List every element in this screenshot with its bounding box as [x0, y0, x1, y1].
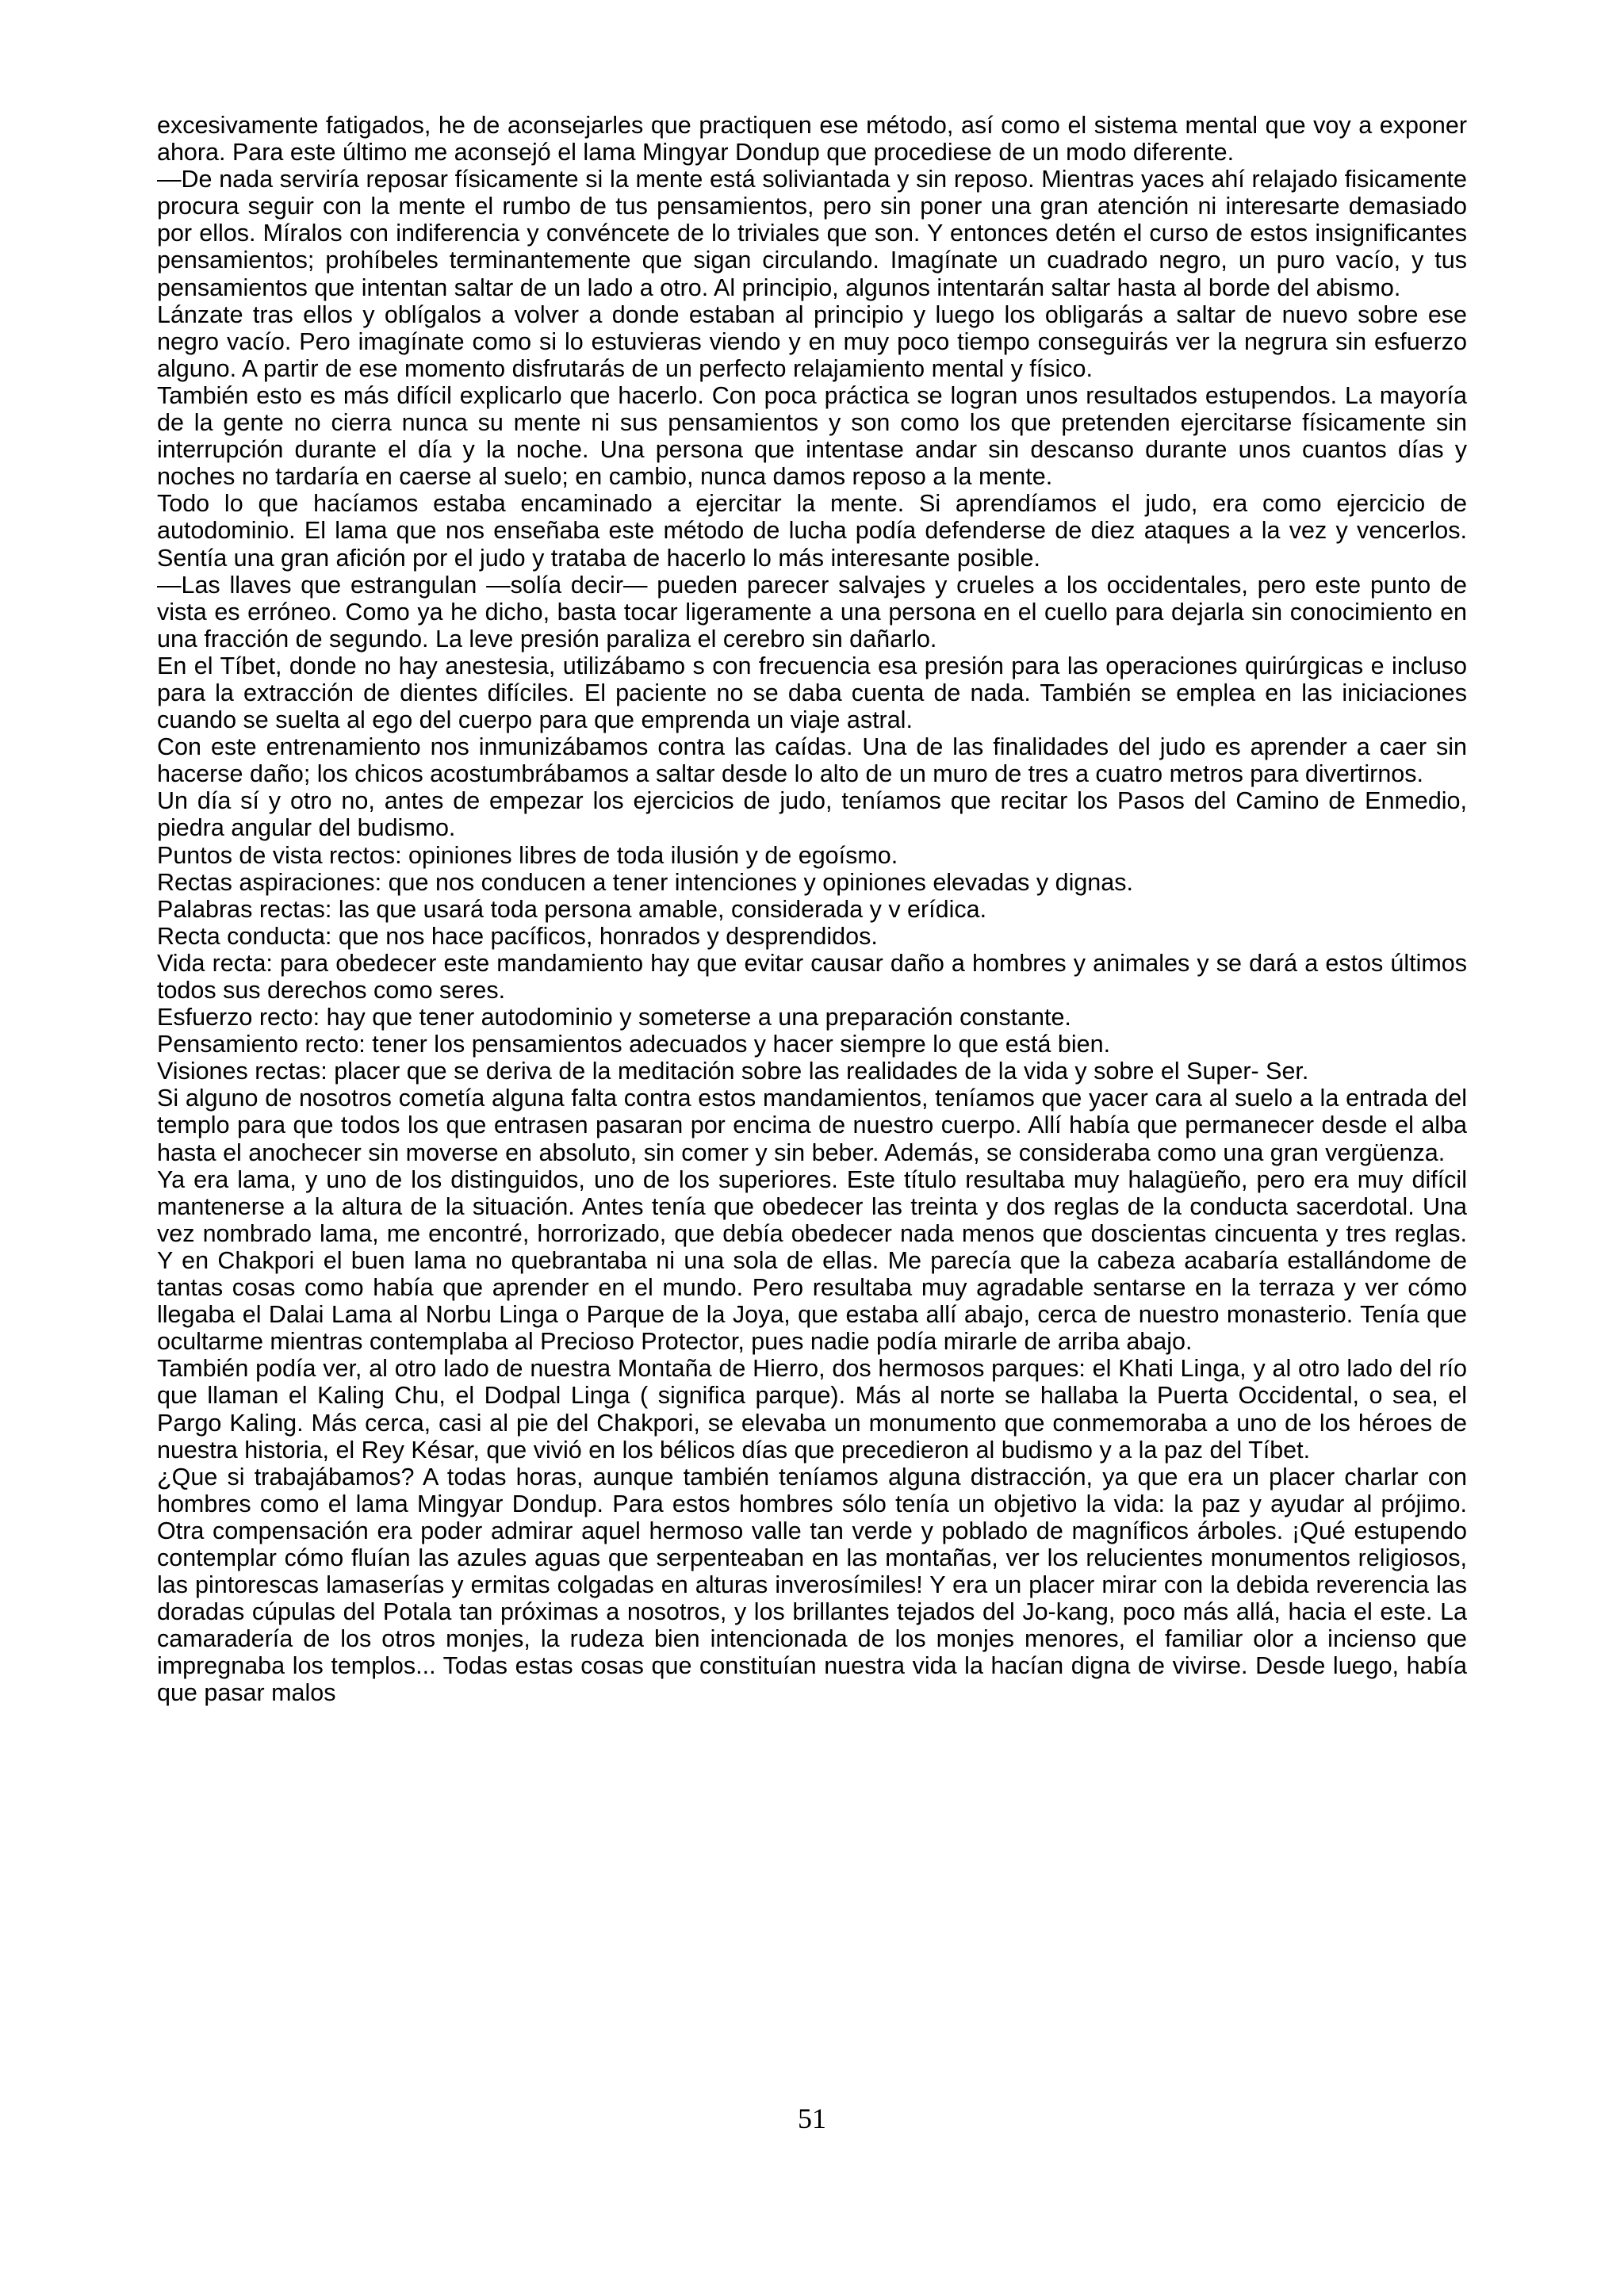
list-item: Rectas aspiraciones: que nos conducen a tener intenciones y opiniones elevadas y dignas. — [157, 868, 1133, 896]
paragraph: Lánzate tras ellos y oblígalos a volver a donde estaban al principio y luego los obligarás a saltar de nuevo sobre ese negro vacío. Pero imagínate como si lo estuvieras viendo y en muy poco tiempo conseguirás ver la negrura sin esfuerzo alguno. A partir de ese momento disfrutarás de un perfecto relajamiento mental y físico. — [157, 300, 1467, 382]
list-item: Recta conducta: que nos hace pacíficos, honrados y desprendidos. — [157, 922, 878, 950]
paragraph: Todo lo que hacíamos estaba encaminado a ejercitar la mente. Si aprendíamos el judo, era como ejercicio de autodominio. El lama que nos enseñaba este método de lucha podía defenderse de diez ataques a la vez y vencerlos. Sentía una gran afición por el judo y trataba de hacerlo lo más interesante posible. — [157, 490, 1467, 572]
body-text — [157, 112, 1467, 1707]
list-item: Esfuerzo recto: hay que tener autodominio y someterse a una preparación constante. — [157, 1004, 1071, 1031]
list-item: Vida recta: para obedecer este mandamiento hay que evitar causar daño a hombres y animales y se dará a estos últimos todos sus derechos como seres. — [157, 949, 1467, 1004]
paragraph: —De nada serviría reposar físicamente si la mente está soliviantada y sin reposo. Mientras yaces ahí relajado fisicamente procura seguir con la mente el rumbo de tus pensamientos, pero sin poner una gran atención ni interesarte demasiado por ellos. Míralos con indiferencia y convéncete de lo triviales que son. Y entonces detén el curso de estos insignificantes pensamientos; prohíbeles terminantemente que sigan circulando. Imagínate un cuadrado negro, un puro vacío, y tus pensamientos que intentan saltar de un lado a otro. Al principio, algunos intentarán saltar hasta al borde del abismo. — [157, 166, 1467, 301]
paragraph: excesivamente fatigados, he de aconsejarles que practiquen ese método, así como el sistema mental que voy a exponer ahora. Para este último me aconsejó el lama Mingyar Dondup que procediese de un modo diferente. — [157, 112, 1467, 166]
paragraph: También podía ver, al otro lado de nuestra Montaña de Hierro, dos hermosos parques: el Khati Linga, y al otro lado del río que llaman el Kaling Chu, el Dodpal Linga ( significa parque). Más al norte se hallaba la Puerta Occidental, o sea, el Pargo Kaling. Más cerca, casi al pie del Chakpori, se elevaba un monumento que conmemoraba a uno de los héroes de nuestra historia, el Rey Késar, que vivió en los bélicos días que precedieron al budismo y a la paz del Tíbet. — [157, 1355, 1467, 1464]
list-item: Puntos de vista rectos: opiniones libres de toda ilusión y de egoísmo. — [157, 841, 898, 869]
paragraph: Ya era lama, y uno de los distinguidos, uno de los superiores. Este título resultaba muy halagüeño, pero era muy difícil mantenerse a la altura de la situación. Antes tenía que obedecer las treinta y dos reglas de la conducta sacerdotal. Una vez nombrado lama, me encontré, horrorizado, que debía obedecer nada menos que doscientas cincuenta y tres reglas. Y en Chakpori el buen lama no quebrantaba ni una sola de ellas. Me parecía que la cabeza acabaría estallándome de tantas cosas como había que aprender en el mundo. Pero resultaba muy agradable sentarse en la terraza y ver cómo llegaba el Dalai Lama al Norbu Linga o Parque de la Joya, que estaba allí abajo, cerca de nuestro monasterio. Tenía que ocultarme mientras contemplaba al Precioso Protector, pues nadie podía mirarle de arriba abajo. — [157, 1165, 1467, 1356]
list-item: Pensamiento recto: tener los pensamientos adecuados y hacer siempre lo que está bien. — [157, 1031, 1111, 1058]
paragraph: Si alguno de nosotros cometía alguna falta contra estos mandamientos, teníamos que yacer cara al suelo a la entrada del templo para que todos los que entrasen pasaran por encima de nuestro cuerpo. Allí había que permanecer desde el alba hasta el anochecer sin moverse en absoluto, sin comer y sin beber. Además, se consideraba como una gran vergüenza. — [157, 1085, 1467, 1166]
list-item: Palabras rectas: las que usará toda persona amable, considerada y v erídica. — [157, 895, 987, 923]
paragraph: En el Tíbet, donde no hay anestesia, utilizábamo s con frecuencia esa presión para las operaciones quirúrgicas e incluso para la extracción de dientes difíciles. El paciente no se daba cuenta de nada. También se emplea en las iniciaciones cuando se suelta al ego del cuerpo para que emprenda un viaje astral. — [157, 652, 1467, 734]
list-item: Visiones rectas: placer que se deriva de la meditación sobre las realidades de la vida y sobre el Super- Ser. — [157, 1058, 1309, 1085]
paragraph: También esto es más difícil explicarlo que hacerlo. Con poca práctica se logran unos resultados estupendos. La mayoría de la gente no cierra nunca su mente ni sus pensamientos y son como los que pretenden ejercitarse físicamente sin interrupción durante el día y la noche. Una persona que intentase andar sin descanso durante unos cuantos días y noches no tardaría en caerse al suelo; en cambio, nunca damos reposo a la mente. — [157, 381, 1467, 491]
paragraph: Con este entrenamiento nos inmunizábamos contra las caídas. Una de las finalidades del judo es aprender a caer sin hacerse daño; los chicos acostumbrábamos a saltar desde lo alto de un muro de tres a cuatro metros para divertirnos. — [157, 733, 1467, 788]
paragraph: ¿Que si trabajábamos? A todas horas, aunque también teníamos alguna distracción, ya que era un placer charlar con hombres como el lama Mingyar Dondup. Para estos hombres sólo tenía un objetivo la vida: la paz y ayudar al prójimo. Otra compensación era poder admirar aquel hermoso valle tan verde y poblado de magníficos árboles. ¡Qué estupendo contemplar cómo fluían las azules aguas que serpenteaban en las montañas, ver los relucientes monumentos religiosos, las pintorescas lamaserías y ermitas colgadas en alturas inverosímiles! Y era un placer mirar con la debida reverencia las doradas cúpulas del Potala tan próximas a nosotros, y los brillantes tejados del Jo-kang, poco más allá, hacia el este. La camaradería de los otros monjes, la rudeza bien intencionada de los monjes menores, el familiar olor a incienso que impregnaba los templos... Todas estas cosas que constituían nuestra vida la hacían digna de vivirse. Desde luego, había que pasar malos — [157, 1463, 1467, 1707]
page-number: 51 — [798, 2103, 826, 2134]
paragraph: Un día sí y otro no, antes de empezar los ejercicios de judo, teníamos que recitar los Pasos del Camino de Enmedio, piedra angular del budismo. — [157, 787, 1467, 842]
paragraph: —Las llaves que estrangulan —solía decir— pueden parecer salvajes y crueles a los occidentales, pero este punto de vista es erróneo. Como ya he dicho, basta tocar ligeramente a una persona en el cuello para dejarla sin conocimiento en una fracción de segundo. La leve presión paraliza el cerebro sin dañarlo. — [157, 571, 1467, 652]
